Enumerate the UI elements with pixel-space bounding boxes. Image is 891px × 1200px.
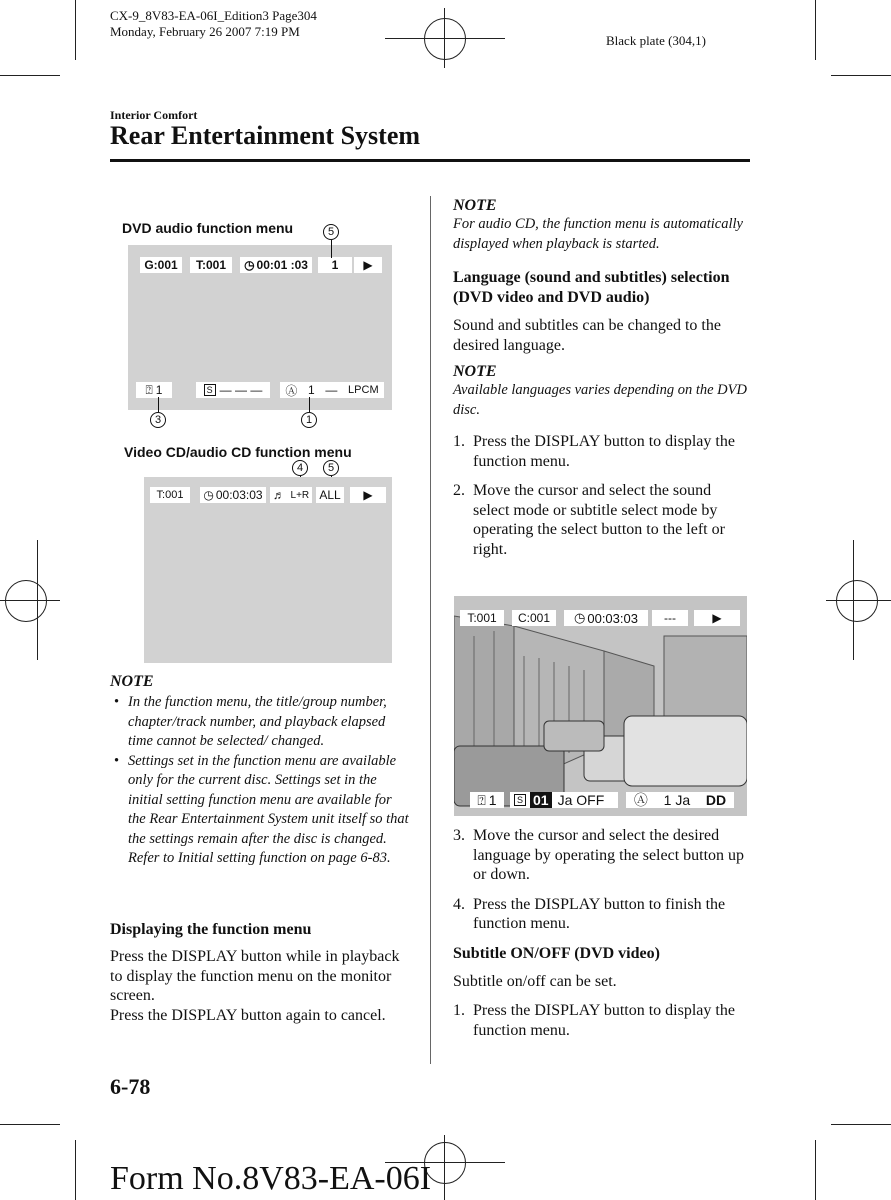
audio-language: Ⓐ 1 Ja DD bbox=[626, 792, 734, 808]
repeat-value: --- bbox=[652, 610, 688, 626]
subtitle-language: S 01 Ja OFF bbox=[510, 792, 618, 808]
right-column-lower bbox=[453, 826, 751, 1050]
subtitle-text: Subtitle on/off can be set. bbox=[453, 972, 617, 990]
crop-mark bbox=[815, 0, 816, 60]
subtitle-icon: ⍰ bbox=[145, 382, 153, 397]
callout-1: 1 bbox=[301, 412, 317, 428]
subtitle-language: S — — — bbox=[196, 382, 270, 398]
audio-mode: Ⓐ 1 — LPCM bbox=[280, 382, 384, 398]
music-note-icon: ♬ bbox=[272, 488, 285, 502]
group-number: G:001 bbox=[140, 257, 182, 273]
form-number: Form No.8V83-EA-06I bbox=[110, 1160, 432, 1197]
display-para-2: Press the DISPLAY button again to cancel. bbox=[110, 1006, 386, 1024]
subtitle-box-icon: S bbox=[514, 794, 526, 806]
dvd-audio-screen bbox=[128, 245, 392, 410]
note-item: • In the function menu, the title/group number, chapter/track number, and playback elapsed time cannot be selected/ changed. bbox=[110, 693, 410, 752]
steps-list-b bbox=[453, 826, 751, 934]
language-heading: Language (sound and subtitles) selection (DVD video and DVD audio) bbox=[453, 269, 730, 306]
crop-mark bbox=[815, 1140, 816, 1200]
callout-leader bbox=[158, 397, 159, 412]
track-number: T:001 bbox=[460, 610, 504, 626]
street-scene-illustration bbox=[454, 596, 747, 816]
audio-channel: ♬ L+R bbox=[270, 487, 312, 503]
print-header-line2: Monday, February 26 2007 7:19 PM bbox=[110, 24, 300, 39]
street-scene-screen bbox=[454, 596, 747, 816]
camera-icon: ⍰ bbox=[477, 791, 486, 808]
note-text: Available languages varies depending on the DVD disc. bbox=[453, 382, 747, 418]
steps-list-c bbox=[453, 1001, 751, 1040]
note-item: • Settings set in the function menu are available only for the current disc. Settings set in the initial setting function menu are available for the Rear Entertainment System unit itself so that the settings remain after the disc is changed. Refer to Initial setting function on page 6-83. bbox=[110, 752, 410, 869]
note-title: NOTE bbox=[453, 363, 497, 380]
note-block bbox=[110, 673, 410, 869]
page-title: Rear Entertainment System bbox=[110, 121, 421, 150]
audio-icon: Ⓐ bbox=[285, 383, 298, 398]
subtitle-box-icon: S bbox=[204, 384, 216, 396]
clock-icon: ◷ bbox=[203, 488, 214, 502]
title-rule bbox=[110, 159, 750, 162]
angle-mode: ⍰ 1 bbox=[470, 792, 504, 808]
note-text: For audio CD, the function menu is automatically displayed when playback is started. bbox=[453, 216, 743, 252]
dolby-digital-icon: DD bbox=[705, 792, 727, 808]
note-title: NOTE bbox=[110, 673, 154, 690]
crop-mark bbox=[831, 75, 891, 76]
track-number: T:001 bbox=[190, 257, 232, 273]
callout-leader bbox=[309, 397, 310, 412]
clock-icon: ◷ bbox=[244, 258, 255, 272]
column-divider bbox=[430, 196, 431, 1064]
callout-3: 3 bbox=[150, 412, 166, 428]
display-body bbox=[110, 947, 410, 1025]
crop-mark bbox=[831, 1124, 891, 1125]
dvd-menu-label: DVD audio function menu bbox=[122, 220, 294, 236]
note-title: NOTE bbox=[453, 197, 497, 214]
vcd-screen bbox=[144, 477, 392, 663]
callout-4: 4 bbox=[292, 460, 308, 476]
language-text: Sound and subtitles can be changed to the desired language. bbox=[453, 317, 721, 354]
clock-icon: ◷ bbox=[574, 610, 586, 625]
crop-mark bbox=[75, 1140, 76, 1200]
vcd-menu-label: Video CD/audio CD function menu bbox=[124, 444, 352, 460]
callout-5: 5 bbox=[323, 460, 339, 476]
play-icon: ▶ bbox=[350, 487, 386, 503]
step-item: 1. Press the DISPLAY button to display the function menu. bbox=[453, 433, 735, 470]
play-icon: ▶ bbox=[694, 610, 740, 626]
subtitle-heading: Subtitle ON/OFF (DVD video) bbox=[453, 944, 660, 962]
callout-5: 5 bbox=[323, 224, 339, 240]
section-label: Interior Comfort bbox=[110, 108, 198, 122]
steps-list-a bbox=[453, 432, 751, 559]
callout-leader bbox=[331, 240, 332, 258]
elapsed-time: ◷ 00:03:03 bbox=[564, 610, 648, 626]
print-header-line1: CX-9_8V83-EA-06I_Edition3 Page304 bbox=[110, 8, 317, 23]
crop-mark bbox=[75, 0, 76, 60]
play-icon: ▶ bbox=[354, 257, 382, 273]
crop-mark bbox=[0, 1124, 60, 1125]
plate-label: Black plate (304,1) bbox=[606, 33, 706, 48]
step-item: 4. Press the DISPLAY button to finish the function menu. bbox=[453, 895, 726, 932]
display-para-1: Press the DISPLAY button while in playback to display the function menu on the monitor screen. bbox=[110, 948, 400, 1004]
right-column bbox=[453, 197, 751, 569]
print-header bbox=[110, 8, 317, 40]
repeat-all: ALL bbox=[316, 487, 344, 503]
step-item: 2. Move the cursor and select the sound select mode or subtitle select mode by operating the select button to the left or right. bbox=[453, 482, 725, 558]
display-heading: Displaying the function menu bbox=[110, 921, 312, 938]
elapsed-time: ◷ 00:01 :03 bbox=[240, 257, 312, 273]
subtitle-mode: ⍰ 1 bbox=[136, 382, 172, 398]
elapsed-time: ◷ 00:03:03 bbox=[200, 487, 266, 503]
repeat-value: 1 bbox=[318, 257, 352, 273]
step-item: 1. Press the DISPLAY button to display the function menu. bbox=[453, 1002, 735, 1039]
track-number: T:001 bbox=[150, 487, 190, 503]
chapter-number: C:001 bbox=[512, 610, 556, 626]
crop-mark bbox=[0, 75, 60, 76]
audio-icon: Ⓐ bbox=[633, 792, 648, 808]
note-list bbox=[110, 693, 410, 869]
page-number: 6-78 bbox=[110, 1074, 151, 1099]
step-item: 3. Move the cursor and select the desired language by operating the select button up or down. bbox=[453, 827, 745, 883]
